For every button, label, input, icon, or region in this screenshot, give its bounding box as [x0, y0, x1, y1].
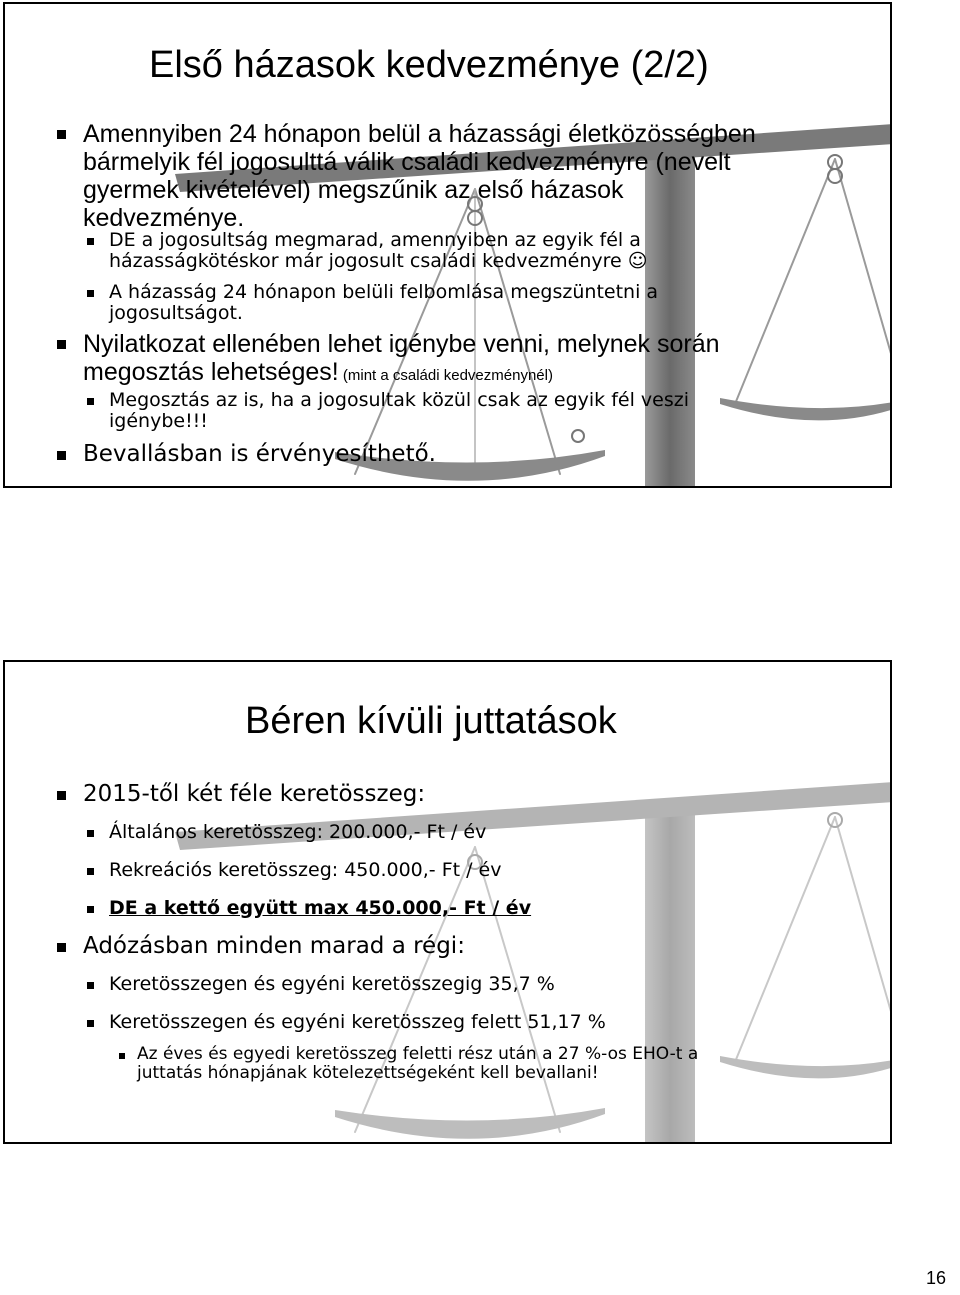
sub-bullet-combined-max: [109, 898, 531, 919]
text-line: 2015-től két féle keretösszeg:: [83, 781, 426, 807]
bullet-two-amounts: [83, 782, 425, 808]
text-part: megosztás lehetséges!: [83, 358, 339, 386]
sub-bullet-general-amount: [109, 822, 486, 843]
slide-content: [5, 4, 890, 486]
text-line: Rekreációs keretösszeg: 450.000,- Ft / év: [109, 859, 502, 881]
text-line: Bevallásban is érvényesíthető.: [83, 441, 436, 467]
sub-bullet-rate-above: [109, 1012, 606, 1033]
page-number: 16: [925, 1268, 946, 1288]
text-line: A házasság 24 hónapon belüli felbomlása megszüntetni a: [109, 281, 659, 303]
bullet-revocation: [83, 120, 756, 232]
sub-sub-bullet-eho: [137, 1045, 698, 1083]
bullet-taxation: [83, 934, 465, 960]
text-line: Általános keretösszeg: 200.000,- Ft / év: [109, 821, 487, 843]
text-line: Amennyiben 24 hónapon belül a házassági életközösségben: [83, 120, 756, 148]
text-line: Nyilatkozat ellenében lehet igénybe venni, melynek során: [83, 330, 720, 358]
slide-content: [5, 662, 890, 1142]
sub-bullet-recreation-amount: [109, 860, 502, 881]
bullet-declaration: [83, 330, 720, 386]
text-line: igénybe!!!: [109, 410, 208, 433]
slide-title: Első házasok kedvezménye (2/2): [149, 44, 709, 86]
text-line: Megosztás az is, ha a jogosultak közül csak az egyik fél veszi: [109, 389, 690, 411]
sub-bullet-exception: [109, 230, 648, 273]
text-line: Adózásban minden marad a régi:: [83, 933, 465, 959]
slide-fringe-benefits: [3, 660, 892, 1144]
note-text: (mint a családi kedvezménynél): [338, 367, 553, 384]
slide-title: Béren kívüli juttatások: [245, 700, 617, 742]
slide-first-married-couples: [3, 2, 892, 488]
text-line: jogosultságot.: [109, 302, 243, 325]
sub-bullet-rate-below: [109, 974, 555, 995]
text-line: gyermek kivételével) megszűnik az első házasok: [83, 176, 624, 204]
text-line: [83, 358, 720, 386]
text-line: Keretösszegen és egyéni keretösszegig 35,7 %: [109, 973, 555, 995]
text-line: juttatás hónapjának kötelezettségeként kell bevallani!: [137, 1063, 599, 1084]
text-line: Keretösszegen és egyéni keretösszeg felett 51,17 %: [109, 1011, 606, 1033]
text-line: DE a jogosultság megmarad, amennyiben az egyik fél a: [109, 229, 641, 251]
sub-bullet-dissolution: [109, 282, 658, 325]
text-line: kedvezménye.: [83, 204, 245, 232]
text-line: bármelyik fél jogosulttá válik családi kedvezményre (nevelt: [83, 148, 731, 176]
text-line: házasságkötéskor már jogosult családi kedvezményre ☺: [109, 250, 648, 273]
bullet-tax-return: [83, 442, 436, 468]
sub-bullet-sharing: [109, 390, 689, 433]
text-line: DE a kettő együtt max 450.000,- Ft / év: [109, 897, 532, 919]
text-line: Az éves és egyedi keretösszeg feletti rész után a 27 %-os EHO-t a: [137, 1044, 699, 1064]
